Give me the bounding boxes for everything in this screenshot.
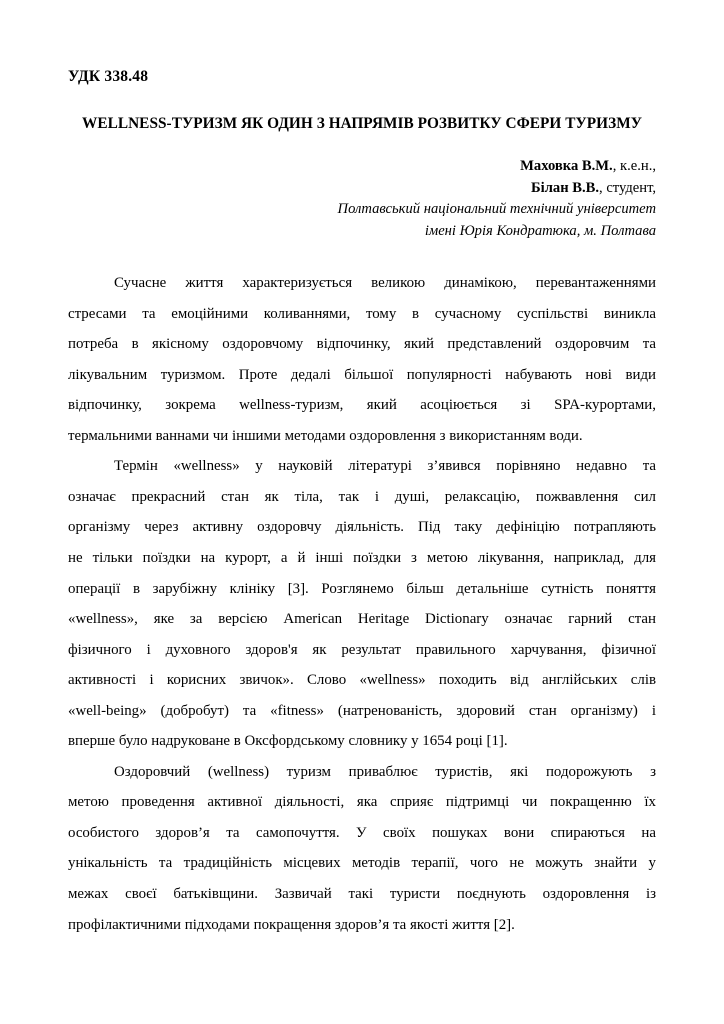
text-line: вперше було надруковане в Оксфордському словнику у 1654 році [1]. — [68, 733, 508, 750]
text-line: профілактичними підходами покращення здоров’я та якості життя [2]. — [68, 916, 515, 933]
author-degree-2: , студент, — [599, 179, 656, 196]
text-line: «wellness», яке за версією American Heritage Dictionary означає гарний стан — [68, 611, 656, 628]
text-line: потреба в якісному оздоровчому відпочинку, який представлений оздоровчим та — [68, 336, 656, 353]
page-title: WELLNESS-ТУРИЗМ ЯК ОДИН З НАПРЯМІВ РОЗВИТКУ СФЕРИ ТУРИЗМУ — [81, 114, 642, 132]
text-line: означає прекрасний стан як тіла, так і душі, релаксацію, пожвавлення сил — [68, 488, 656, 505]
text-line: не тільки поїздки на курорт, а й інші поїздки з метою лікування, наприклад, для — [68, 549, 656, 566]
text-line: фізичного і духовного здоров'я як результат правильного харчування, фізичної — [68, 641, 656, 658]
text-line: особистого здоров’я та самопочуття. У своїх пошуках вони спираються на — [68, 824, 656, 841]
text-line: організму через активну оздоровчу діяльність. Під таку дефініцію потрапляють — [68, 519, 656, 536]
text-line: Термін «wellness» у науковій літературі з’явився порівняно недавно та — [114, 458, 656, 475]
paragraph-3 — [68, 757, 656, 940]
text-line: стресами та емоційними коливаннями, тому в сучасному суспільстві виникла — [68, 305, 656, 322]
text-line: «well-being» (добробут) та «fitness» (натренованість, здоровий стан організму) і — [68, 702, 656, 719]
text-line: лікувальним туризмом. Проте дедалі більшої популярності набувають нові види — [68, 366, 656, 383]
text-line: Оздоровчий (wellness) туризм приваблює туристів, які подорожують з — [114, 763, 656, 780]
text-line: операції в зарубіжну клініку [3]. Розглянемо більш детальніше сутність поняття — [68, 580, 656, 597]
author-name-2: Білан В.В. — [531, 179, 600, 196]
text-line: Сучасне життя характеризується великою динамікою, перевантаженнями — [114, 275, 656, 292]
text-line: метою проведення активної діяльності, яка сприяє підтримці чи покращенню їх — [68, 794, 656, 811]
text-line: відпочинку, зокрема wellness-туризм, який асоціюється зі SPA-курортами, — [68, 397, 656, 414]
document-content — [68, 68, 656, 940]
text-line: межах своєї батьківщини. Зазвичай такі туристи поєднують оздоровлення із — [68, 886, 656, 902]
author-degree-1: , к.е.н., — [612, 158, 656, 175]
text-line: активності і корисних звичок». Слово «wellness» походить від англійських слів — [68, 672, 656, 689]
paragraph-1 — [68, 268, 656, 451]
author-block — [68, 156, 656, 242]
affiliation-line-1: Полтавський національний технічний університет — [337, 201, 656, 218]
author-line-1 — [68, 156, 656, 177]
author-line-2 — [68, 178, 656, 199]
paragraph-2 — [68, 451, 656, 756]
text-line: термальними ваннами чи іншими методами оздоровлення з використанням води. — [68, 427, 583, 444]
body-text — [68, 268, 656, 940]
affiliation-line-2: імені Юрія Кондратюка, м. Полтава — [424, 222, 656, 239]
author-name-1: Маховка В.М. — [520, 158, 613, 175]
udc-classification-line: УДК 338.48 — [68, 68, 149, 85]
text-line: унікальність та традиційність місцевих методів терапії, чого не можуть знайти у — [68, 855, 656, 872]
